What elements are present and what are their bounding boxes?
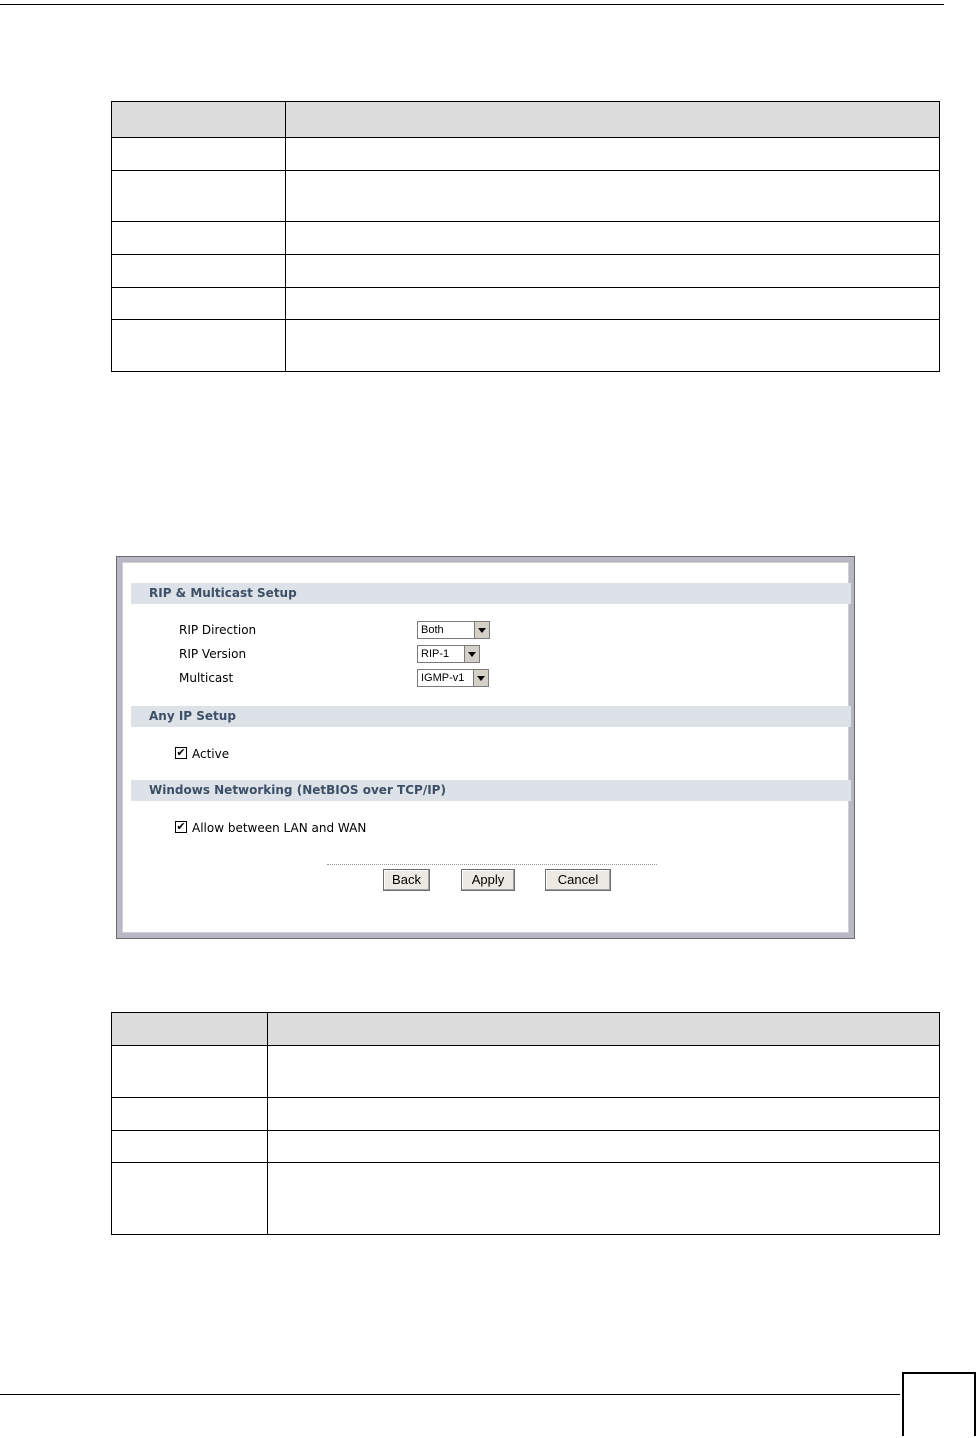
multicast-value: IGMP-v1 <box>421 672 465 684</box>
rip-version-select[interactable] <box>417 645 480 663</box>
table-cell <box>112 255 286 288</box>
table-cell <box>268 1046 940 1098</box>
rip-direction-label: RIP Direction <box>179 623 257 637</box>
table-header-label <box>112 1013 268 1046</box>
table-cell <box>286 138 940 171</box>
table-row <box>112 1046 940 1098</box>
table-cell <box>268 1163 940 1235</box>
table-row <box>112 138 940 171</box>
table-header-description <box>286 102 940 138</box>
table-cell <box>286 320 940 372</box>
table-cell <box>286 255 940 288</box>
table-cell <box>112 138 286 171</box>
multicast-label: Multicast <box>179 671 234 685</box>
header-rule <box>0 4 944 5</box>
field-description-table-bottom <box>111 1012 940 1235</box>
table-row <box>112 1163 940 1235</box>
field-description-table-top <box>111 101 940 372</box>
rip-multicast-screenshot <box>116 556 855 939</box>
table-cell <box>286 222 940 255</box>
cancel-button[interactable]: Cancel <box>545 869 611 891</box>
table-cell <box>112 320 286 372</box>
rip-direction-value: Both <box>421 624 444 636</box>
table-row <box>112 171 940 222</box>
section-windows-networking: Windows Networking (NetBIOS over TCP/IP) <box>131 780 851 801</box>
table-header-label <box>112 102 286 138</box>
table-cell <box>112 222 286 255</box>
active-checkbox[interactable]: ✔ <box>176 746 186 759</box>
section-rip-multicast-setup: RIP & Multicast Setup <box>131 583 851 604</box>
apply-button[interactable]: Apply <box>461 869 515 891</box>
rip-direction-select[interactable] <box>417 621 490 639</box>
allow-lan-wan-checkbox[interactable]: ✔ <box>176 820 186 833</box>
table-row <box>112 1098 940 1131</box>
button-separator <box>327 864 657 865</box>
table-cell <box>286 171 940 222</box>
table-row <box>112 1131 940 1163</box>
footer-rule <box>0 1394 900 1395</box>
table-cell <box>268 1131 940 1163</box>
table-header-description <box>268 1013 940 1046</box>
table-cell <box>268 1098 940 1131</box>
chevron-down-icon[interactable] <box>473 670 488 686</box>
table-row <box>112 320 940 372</box>
table-row <box>112 288 940 320</box>
table-row <box>112 255 940 288</box>
active-checkbox-label: Active <box>192 747 230 761</box>
table-cell <box>112 1163 268 1235</box>
rip-version-value: RIP-1 <box>421 648 450 660</box>
table-header-row <box>112 102 940 138</box>
table-cell <box>112 1131 268 1163</box>
rip-version-label: RIP Version <box>179 647 247 661</box>
table-cell <box>112 1046 268 1098</box>
screenshot-content <box>122 562 849 933</box>
chevron-down-icon[interactable] <box>464 646 479 662</box>
table-cell <box>286 288 940 320</box>
table-row <box>112 222 940 255</box>
chevron-down-icon[interactable] <box>474 622 489 638</box>
allow-lan-wan-label: Allow between LAN and WAN <box>192 821 367 835</box>
section-any-ip-setup: Any IP Setup <box>131 706 851 727</box>
back-button[interactable]: Back <box>383 869 430 891</box>
table-cell <box>112 1098 268 1131</box>
multicast-select[interactable] <box>417 669 489 687</box>
page-number-box <box>902 1372 976 1436</box>
table-cell <box>112 288 286 320</box>
table-header-row <box>112 1013 940 1046</box>
table-cell <box>112 171 286 222</box>
